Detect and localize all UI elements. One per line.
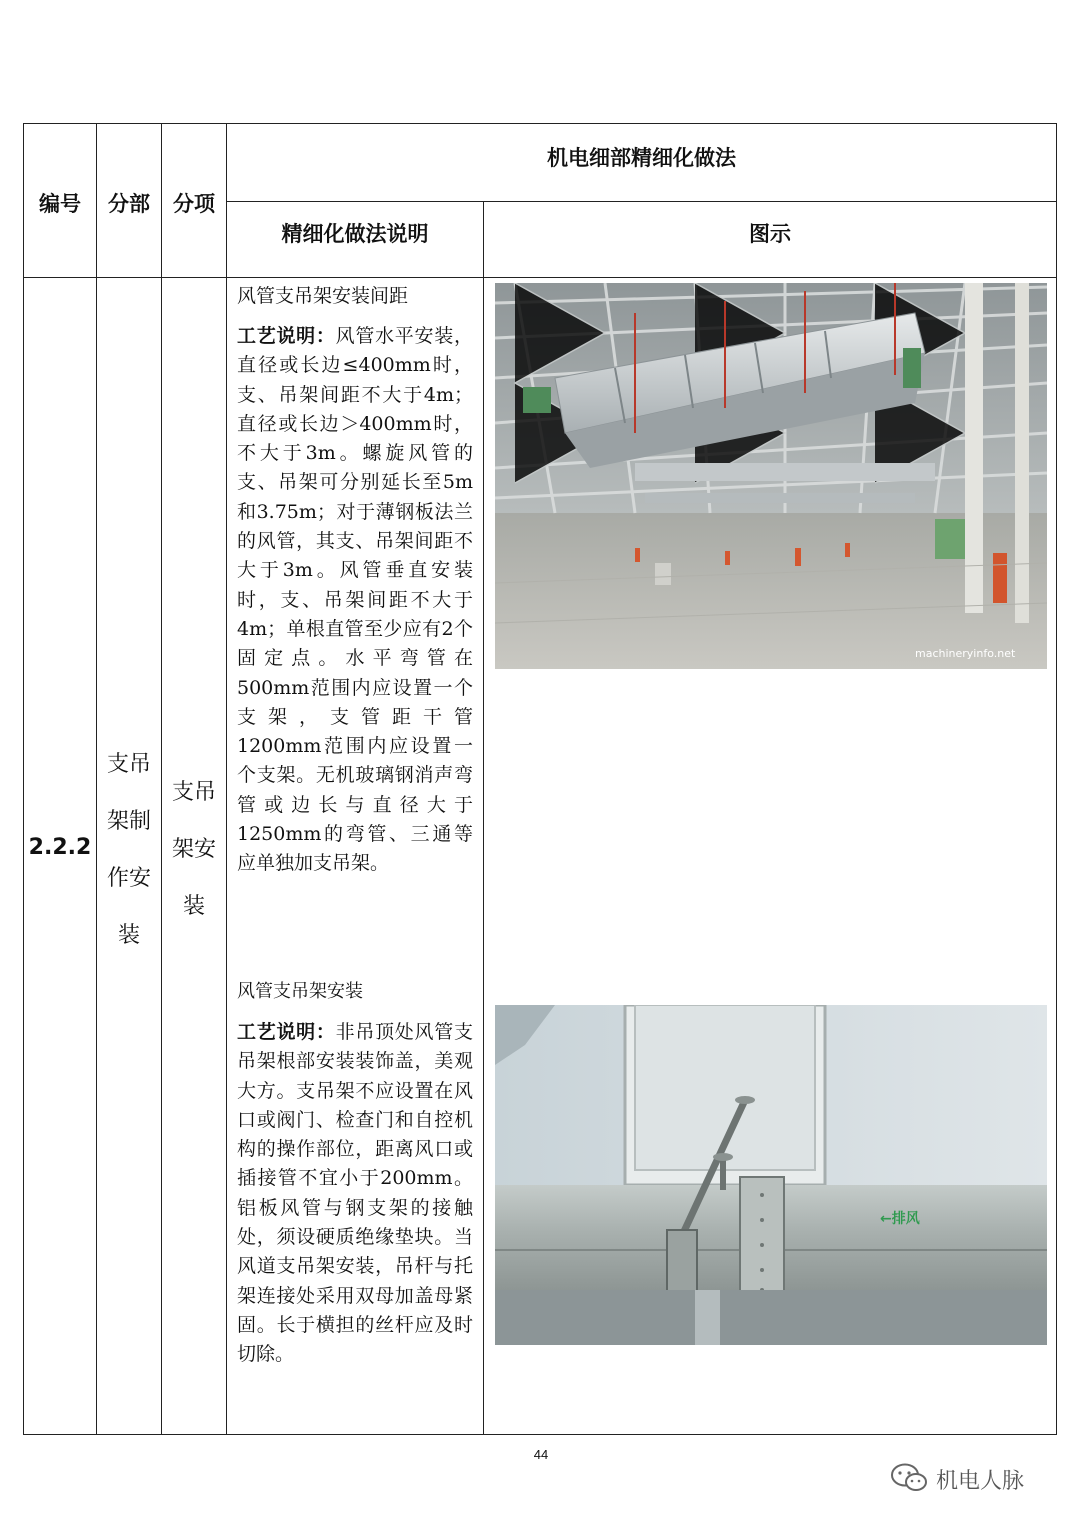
- header-item: 分项: [173, 192, 215, 216]
- section-1-body: 风管水平安装，直径或长边≤400mm时，支、吊架间距不大于4m；直径或长边＞400mm时，不大于3m。螺旋风管的支、吊架可分别延长至5m和3.75m；对于薄钢板法兰的风管，其支、吊架间距不大于3m。风管垂直安装时，支、吊架间距不大于4m；单根直管至少应有2个固定点。水平弯管在500mm范围内应设置一个支架，支管距干管1200mm范围内应设置一个支架。无机玻璃钢消声弯管或边长与直径大于1250mm的弯管、三通等应单独加支吊架。: [237, 325, 473, 875]
- col-divider-3: [226, 123, 227, 1435]
- brand-name: 机电人脉: [936, 1469, 1025, 1494]
- header-divider: [226, 201, 1057, 202]
- photo-watermark: machineryinfo.net: [915, 647, 1016, 660]
- table-bottom-border: [23, 1434, 1057, 1435]
- header-division: 分部: [108, 192, 150, 216]
- header-main-title: 机电细部精细化做法: [547, 146, 736, 170]
- duct-installation-photo: [495, 283, 1047, 669]
- table-left-border: [23, 123, 24, 1435]
- brand-watermark: [890, 1462, 1060, 1496]
- item-label: 支吊 架安 装: [171, 780, 216, 919]
- row-number: 2.2.2: [28, 835, 92, 860]
- duct-hanger-photo: [495, 1005, 1047, 1345]
- section-1-label: 工艺说明：: [237, 325, 336, 347]
- section-2-title: 风管支吊架安装: [237, 981, 363, 1002]
- header-description: 精细化做法说明: [281, 222, 429, 246]
- section-1-title: 风管支吊架安装间距: [237, 285, 409, 307]
- header-illustration: 图示: [749, 222, 791, 246]
- division-label: 支吊 架制 作安 装: [106, 752, 151, 948]
- section-2-description: [237, 1018, 473, 1370]
- wechat-icon: [890, 1462, 930, 1494]
- table-right-border: [1056, 123, 1057, 1435]
- header-bottom-border: [23, 277, 1057, 278]
- table-top-border: [23, 123, 1057, 124]
- section-1-description: [237, 322, 473, 879]
- col-divider-4: [483, 201, 484, 1435]
- section-2-body: 非吊顶处风管支吊架根部安装装饰盖，美观大方。支吊架不应设置在风口或阀门、检查门和自控机构的操作部位，距离风口或插接管不宜小于200mm。铝板风管与钢支架的接触处，须设硬质绝缘垫块。当风道支吊架安装，吊杆与托架连接处采用双母加盖母紧固。长于横担的丝杆应及时切除。: [237, 1021, 473, 1366]
- page-number: 44: [533, 1447, 549, 1462]
- exhaust-arrow-label: ←排风: [880, 1211, 920, 1227]
- section-2-label: 工艺说明：: [237, 1021, 336, 1043]
- header-number: 编号: [39, 192, 81, 216]
